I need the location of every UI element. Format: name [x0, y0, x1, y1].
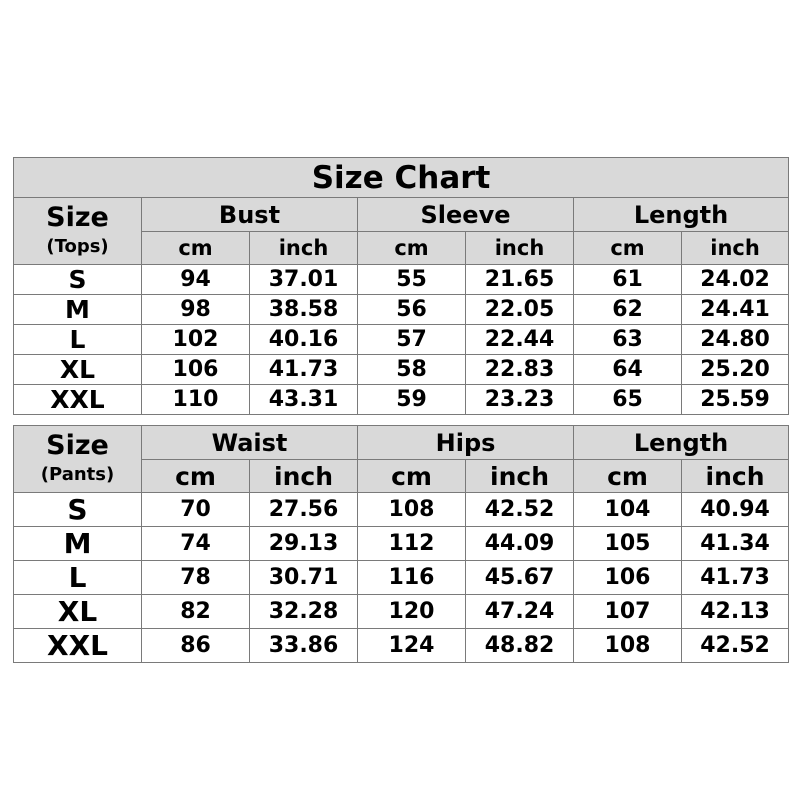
value-cell: 94 [142, 265, 250, 295]
pants-unit-header: inch [250, 460, 358, 493]
value-cell: 124 [358, 629, 466, 663]
pants-size-label: Size [46, 430, 109, 461]
value-cell: 59 [358, 385, 466, 415]
tops-unit-header: cm [574, 232, 682, 265]
tops-unit-header: cm [358, 232, 466, 265]
value-cell: 70 [142, 493, 250, 527]
value-cell: 64 [574, 355, 682, 385]
size-cell: XL [14, 355, 142, 385]
value-cell: 108 [574, 629, 682, 663]
pants-group-hips: Hips [358, 426, 574, 460]
table-row [14, 561, 789, 595]
tops-size-header [14, 198, 142, 265]
value-cell: 102 [142, 325, 250, 355]
pants-unit-header: cm [574, 460, 682, 493]
value-cell: 30.71 [250, 561, 358, 595]
pants-unit-header: inch [682, 460, 789, 493]
tops-group-length: Length [574, 198, 789, 232]
value-cell: 74 [142, 527, 250, 561]
size-cell: XXL [14, 629, 142, 663]
value-cell: 106 [574, 561, 682, 595]
value-cell: 40.16 [250, 325, 358, 355]
value-cell: 112 [358, 527, 466, 561]
table-row [14, 265, 789, 295]
value-cell: 86 [142, 629, 250, 663]
table-row [14, 325, 789, 355]
value-cell: 98 [142, 295, 250, 325]
value-cell: 61 [574, 265, 682, 295]
tops-size-label: Size [46, 202, 109, 233]
value-cell: 41.73 [682, 561, 789, 595]
pants-unit-header: cm [358, 460, 466, 493]
tops-group-sleeve: Sleeve [358, 198, 574, 232]
value-cell: 108 [358, 493, 466, 527]
table-row [14, 493, 789, 527]
size-cell: XXL [14, 385, 142, 415]
value-cell: 41.34 [682, 527, 789, 561]
pants-size-table [13, 425, 789, 663]
table-row [14, 355, 789, 385]
size-cell: M [14, 527, 142, 561]
value-cell: 24.41 [682, 295, 789, 325]
tops-unit-header: inch [682, 232, 789, 265]
value-cell: 58 [358, 355, 466, 385]
value-cell: 62 [574, 295, 682, 325]
value-cell: 32.28 [250, 595, 358, 629]
table-row [14, 595, 789, 629]
tops-unit-header: inch [250, 232, 358, 265]
pants-size-header [14, 426, 142, 493]
table-row [14, 527, 789, 561]
value-cell: 21.65 [466, 265, 574, 295]
pants-unit-header: cm [142, 460, 250, 493]
value-cell: 42.52 [466, 493, 574, 527]
value-cell: 37.01 [250, 265, 358, 295]
value-cell: 42.13 [682, 595, 789, 629]
value-cell: 45.67 [466, 561, 574, 595]
value-cell: 40.94 [682, 493, 789, 527]
size-cell: S [14, 493, 142, 527]
value-cell: 22.83 [466, 355, 574, 385]
tops-unit-header: cm [142, 232, 250, 265]
pants-unit-header: inch [466, 460, 574, 493]
table-row [14, 295, 789, 325]
value-cell: 29.13 [250, 527, 358, 561]
pants-group-waist: Waist [142, 426, 358, 460]
value-cell: 63 [574, 325, 682, 355]
tops-unit-header: inch [466, 232, 574, 265]
value-cell: 24.02 [682, 265, 789, 295]
value-cell: 41.73 [250, 355, 358, 385]
size-cell: S [14, 265, 142, 295]
value-cell: 22.44 [466, 325, 574, 355]
value-cell: 120 [358, 595, 466, 629]
value-cell: 57 [358, 325, 466, 355]
size-cell: L [14, 561, 142, 595]
value-cell: 65 [574, 385, 682, 415]
tops-sub-label: (Tops) [46, 236, 109, 257]
tops-group-bust: Bust [142, 198, 358, 232]
table-row [14, 629, 789, 663]
value-cell: 43.31 [250, 385, 358, 415]
table-row [14, 385, 789, 415]
value-cell: 42.52 [682, 629, 789, 663]
value-cell: 106 [142, 355, 250, 385]
value-cell: 22.05 [466, 295, 574, 325]
value-cell: 116 [358, 561, 466, 595]
value-cell: 25.20 [682, 355, 789, 385]
value-cell: 48.82 [466, 629, 574, 663]
size-cell: M [14, 295, 142, 325]
value-cell: 56 [358, 295, 466, 325]
value-cell: 38.58 [250, 295, 358, 325]
value-cell: 44.09 [466, 527, 574, 561]
value-cell: 82 [142, 595, 250, 629]
value-cell: 25.59 [682, 385, 789, 415]
value-cell: 27.56 [250, 493, 358, 527]
size-cell: XL [14, 595, 142, 629]
value-cell: 105 [574, 527, 682, 561]
tops-size-table [13, 157, 789, 415]
value-cell: 104 [574, 493, 682, 527]
pants-sub-label: (Pants) [40, 464, 115, 485]
size-cell: L [14, 325, 142, 355]
pants-group-length: Length [574, 426, 789, 460]
value-cell: 107 [574, 595, 682, 629]
value-cell: 47.24 [466, 595, 574, 629]
value-cell: 33.86 [250, 629, 358, 663]
chart-title: Size Chart [14, 158, 789, 198]
value-cell: 110 [142, 385, 250, 415]
value-cell: 78 [142, 561, 250, 595]
value-cell: 24.80 [682, 325, 789, 355]
value-cell: 23.23 [466, 385, 574, 415]
value-cell: 55 [358, 265, 466, 295]
